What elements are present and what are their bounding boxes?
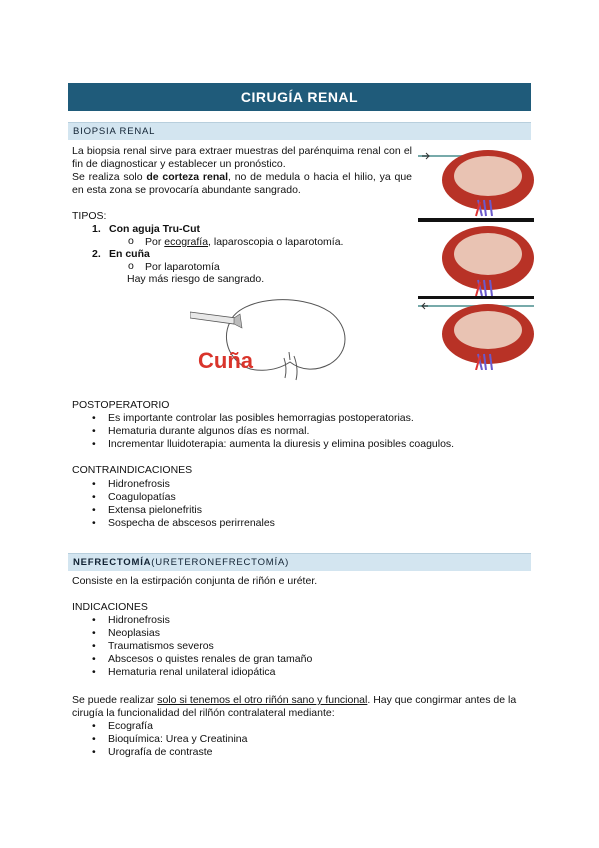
kidney-panel-2 (418, 218, 534, 296)
postop-heading: POSTOPERATORIO (72, 399, 170, 411)
tipo1-number: 1. (92, 223, 101, 235)
tipos-label: TIPOS: (72, 210, 107, 222)
tipo1-sub-bullet: o (128, 235, 134, 247)
tipo2-number: 2. (92, 248, 101, 260)
page-title: CIRUGÍA RENAL (68, 83, 531, 111)
list-item: • Hidronefrosis (90, 614, 312, 627)
scalpel-icon (190, 312, 236, 324)
wedge-label: Cuña (198, 348, 253, 373)
list-item: • Neoplasias (90, 627, 312, 640)
tipo2-label: En cuña (109, 248, 150, 260)
list-item: • Coagulopatías (90, 491, 275, 504)
tipo1-sub-b: , laparoscopia o laparotomía. (208, 236, 344, 248)
tests-list (90, 720, 247, 759)
section-heading-biopsia-text: BIOPSIA RENAL (73, 126, 156, 137)
condition-underline: solo si tenemos el otro riñón sano y funcional (157, 694, 368, 706)
tipo1-sub (145, 236, 343, 249)
kidney-panel-1 (418, 140, 534, 216)
nefrectomia-description: Consiste en la estirpación conjunta de riñón e uréter. (72, 575, 318, 587)
nefrectomia-condition-paragraph (72, 694, 532, 720)
list-item: • Extensa pielonefritis (90, 504, 275, 517)
kidney-panel-3 (418, 296, 534, 370)
tipo2-sub: Por laparotomía (145, 261, 220, 273)
biopsia-p2-bold: de corteza renal (146, 171, 229, 183)
section-heading-nefrectomia (68, 553, 531, 571)
condition-b: . Hay que congirmar antes de la cirugía la funcionalidad del rilñón contralateral mediante: (72, 694, 517, 719)
tipo1-label: Con aguja Tru-Cut (109, 223, 200, 235)
list-item: • Hematuria durante algunos días es normal. (90, 425, 454, 438)
nefrectomia-heading-bold: NEFRECTOMÍA (73, 557, 152, 568)
list-item: • Incrementar lluidoterapia: aumenta la diuresis y elimina posibles coagulos. (90, 438, 454, 451)
trucut-biopsy-sequence-illustration (418, 140, 534, 370)
indicaciones-list (90, 614, 312, 679)
list-item: • Abscesos o quistes renales de gran tamaño (90, 653, 312, 666)
list-item: • Es importante controlar las posibles hemorragias postoperatorias. (90, 412, 454, 425)
list-item: • Hidronefrosis (90, 478, 275, 491)
list-item: • Hematuria renal unilateral idiopática (90, 666, 312, 679)
condition-a: Se puede realizar (72, 694, 158, 706)
tipo2-note: Hay más riesgo de sangrado. (127, 273, 265, 285)
biopsia-p2-b: , no de medula o hacia el hilio, ya que en esta zona se provocaría abundante sangrado. (72, 171, 413, 196)
list-item: • Traumatismos severos (90, 640, 312, 653)
contraindicaciones-heading: CONTRAINDICACIONES (72, 464, 193, 476)
wedge-biopsy-illustration (190, 292, 360, 382)
contraindicaciones-list (90, 478, 275, 530)
postop-list (90, 412, 454, 451)
list-item: • Sospecha de abscesos perirrenales (90, 517, 275, 530)
indicaciones-heading: INDICACIONES (72, 601, 148, 613)
tipo2-sub-bullet: o (128, 260, 134, 272)
biopsia-intro-paragraph (72, 145, 412, 197)
biopsia-p1: La biopsia renal sirve para extraer muestras del parénquima renal con el fin de diagnosticar y establecer un pronóstico. (72, 145, 412, 170)
list-item: • Ecografía (90, 720, 247, 733)
list-item: • Urografía de contraste (90, 746, 247, 759)
tipo1-sub-link: ecografía (164, 236, 209, 248)
list-item: • Bioquímica: Urea y Creatinina (90, 733, 247, 746)
section-heading-biopsia (68, 122, 531, 140)
biopsia-p2-a: Se realiza solo (72, 171, 147, 183)
nefrectomia-heading-rest: (URETERONEFRECTOMÍA) (151, 557, 290, 568)
tipo1-sub-a: Por (145, 236, 165, 248)
